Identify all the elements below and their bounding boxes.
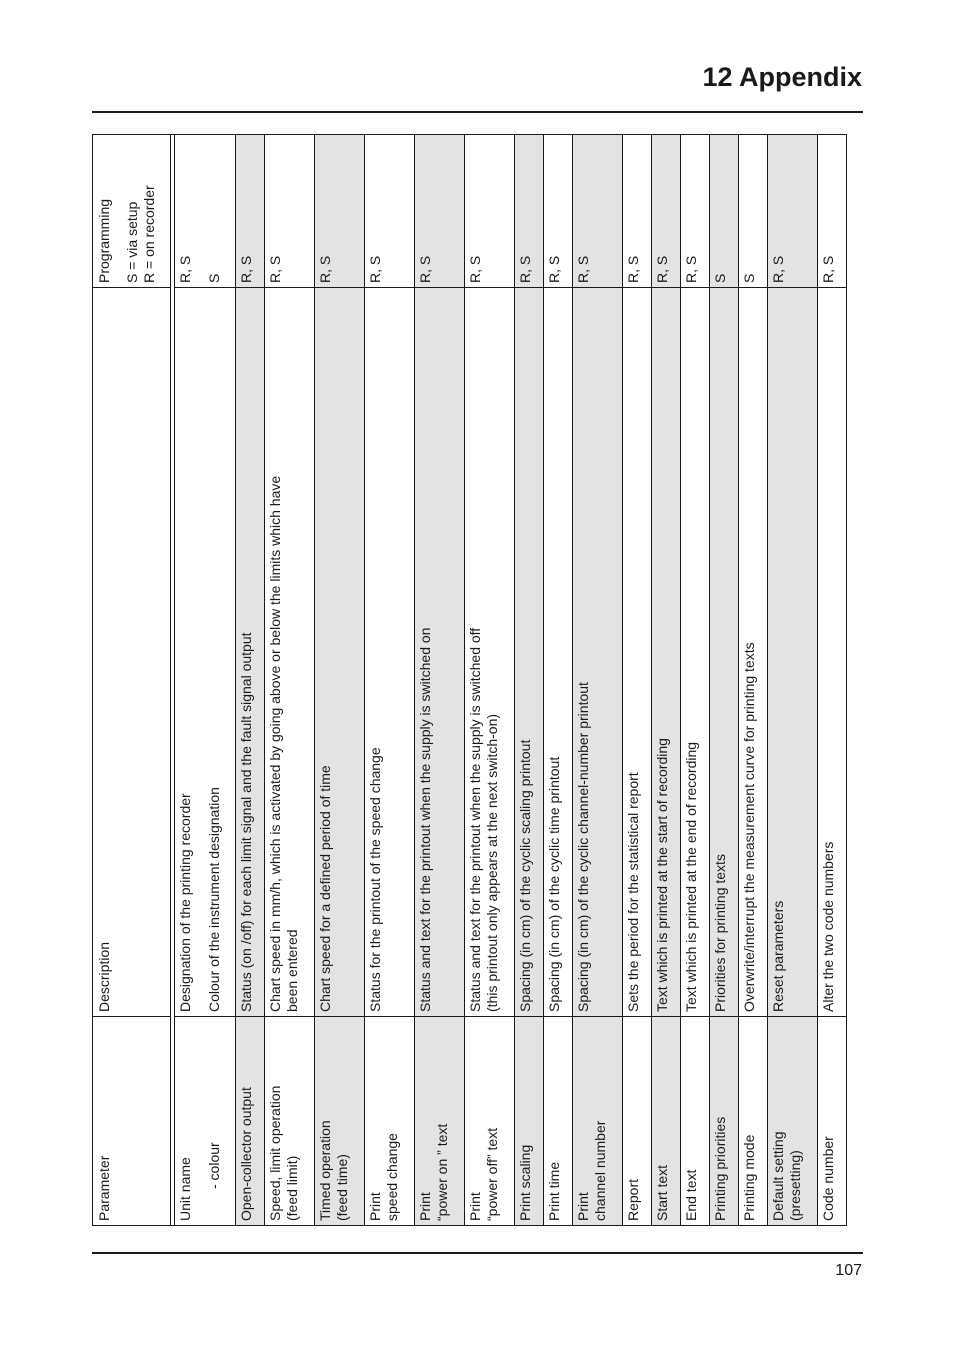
programming-cell [681,135,709,287]
programming-text: R, S [367,255,383,283]
header-programming-label: Programming [96,198,112,283]
description-cell [623,287,651,1016]
description-cell [768,287,817,1016]
programming-text: R, S [467,255,483,283]
programming-cell [710,135,738,287]
description-text: Spacing (in cm) of the cyclic time printout [546,756,562,1012]
parameter-cell [415,1016,464,1225]
description-text: Spacing (in cm) of the cyclic channel-number printout [575,682,591,1012]
description-cell [681,287,709,1016]
description-cell [544,287,572,1016]
description-text: Text which is printed at the start of recording [654,738,670,1012]
table-row [710,134,739,1226]
programming-cell [739,135,767,287]
parameter-cell [365,1016,414,1225]
programming-text: R, S [417,255,433,283]
description-text: Status for the printout of the speed change [367,747,383,1012]
description-cell [818,287,846,1016]
parameter-cell [544,1016,572,1225]
table-row [465,134,515,1226]
description-text: Designation of the printing recorder [177,793,193,1012]
programming-cell [818,135,846,287]
table-row [415,134,465,1226]
description-text: Status (on /off) for each limit signal and the fault signal output [238,632,254,1012]
table-row [236,134,265,1226]
description-text: (this printout only appears at the next switch-on) [484,713,500,1012]
programming-cell [265,135,314,287]
parameter-text: “power on ” text [434,1123,450,1221]
table-row [315,134,365,1226]
header-programming [93,135,170,287]
programming-text: R, S [177,255,193,283]
parameter-text: speed change [384,1133,400,1221]
sub-programming-text: S [206,273,222,283]
sub-description-text: Colour of the instrument designation [206,787,222,1012]
table-header [92,134,171,1226]
footer-rule [92,1252,863,1254]
parameter-text: Print [417,1192,433,1221]
parameter-cell [739,1016,767,1225]
page-number: 107 [835,1262,862,1279]
parameter-cell [573,1016,622,1225]
programming-cell [544,135,572,287]
programming-cell [768,135,817,287]
description-text: Status and text for the printout when the supply is switched off [467,627,483,1012]
parameter-text: (presetting) [787,1150,803,1221]
header-description: Description [93,287,170,1016]
parameter-cell [710,1016,738,1225]
description-text: Chart speed in mm/h, which is activated by going above or below the limits which have [267,475,283,1012]
description-text: been entered [284,929,300,1012]
header-rule [92,111,863,113]
programming-text: R, S [770,255,786,283]
description-text: Status and text for the printout when the supply is switched on [417,627,433,1012]
description-cell [315,287,364,1016]
table-row [818,134,847,1226]
programming-text: S [712,273,728,283]
parameter-cell [623,1016,651,1225]
parameter-cell [265,1016,314,1225]
parameter-cell [652,1016,680,1225]
parameter-text: (feed time) [334,1154,350,1221]
parameter-text: Timed operation [317,1120,333,1221]
description-text: Alter the two code numbers [820,841,836,1012]
description-cell [236,287,264,1016]
programming-cell [623,135,651,287]
parameter-text: Print [367,1192,383,1221]
programming-cell [415,135,464,287]
parameter-text: “power off” text [484,1127,500,1221]
programming-cell [515,135,543,287]
table-row [573,134,623,1226]
programming-text: R, S [238,255,254,283]
description-cell [515,287,543,1016]
parameter-cell [515,1016,543,1225]
parameter-text: (feed limit) [284,1155,300,1221]
parameter-cell [681,1016,709,1225]
parameter-text: End text [683,1169,699,1221]
description-cell [652,287,680,1016]
parameter-text: Code number [820,1136,836,1221]
parameter-cell [175,1016,235,1225]
table-row [265,134,315,1226]
table-row [623,134,652,1226]
parameter-text: Speed, limit operation [267,1085,283,1221]
table-row [515,134,544,1226]
parameter-text: Start text [654,1164,670,1221]
description-cell [710,287,738,1016]
header-parameter: Parameter [93,1016,170,1225]
programming-cell [652,135,680,287]
programming-cell [236,135,264,287]
programming-text: R, S [267,255,283,283]
table-row [544,134,573,1226]
parameter-cell [465,1016,514,1225]
programming-text: S [741,273,757,283]
description-cell [465,287,514,1016]
programming-text: R, S [546,255,562,283]
programming-text: R, S [575,255,591,283]
header-programming-recorder: R = on recorder [141,185,157,283]
table-row [175,134,236,1226]
parameter-cell [818,1016,846,1225]
table-row [365,134,415,1226]
programming-text: R, S [517,255,533,283]
description-text: Priorities for printing texts [712,854,728,1012]
parameter-text: Print time [546,1161,562,1221]
parameter-text: Printing mode [741,1134,757,1221]
parameter-cell [768,1016,817,1225]
table-row [739,134,768,1226]
description-text: Spacing (in cm) of the cyclic scaling printout [517,739,533,1012]
description-text: Sets the period for the statistical report [625,772,641,1012]
programming-cell [175,135,235,287]
description-cell [739,287,767,1016]
programming-text: R, S [317,255,333,283]
table-row [652,134,681,1226]
programming-text: R, S [820,255,836,283]
page-title: 12 Appendix [702,62,862,92]
description-cell [573,287,622,1016]
parameter-text: Unit name [177,1157,193,1221]
sub-parameter-text: - colour [206,1142,222,1189]
parameter-text: Print scaling [517,1144,533,1221]
parameter-text: Printing priorities [712,1116,728,1221]
programming-cell [465,135,514,287]
parameter-cell [315,1016,364,1225]
description-text: Chart speed for a defined period of time [317,765,333,1012]
description-cell [175,287,235,1016]
parameter-text: channel number [592,1120,608,1221]
programming-cell [573,135,622,287]
programming-cell [315,135,364,287]
programming-text: R, S [625,255,641,283]
programming-text: R, S [683,255,699,283]
description-text: Text which is printed at the end of recording [683,741,699,1012]
description-cell [265,287,314,1016]
table-row [768,134,818,1226]
parameter-table [92,134,847,1226]
parameter-text: Report [625,1178,641,1221]
parameter-cell [236,1016,264,1225]
parameter-text: Print [467,1192,483,1221]
description-cell [365,287,414,1016]
header-programming-setup: S = via setup [124,201,140,283]
parameter-text: Default setting [770,1131,786,1221]
description-cell [415,287,464,1016]
parameter-text: Open-collector output [238,1087,254,1221]
programming-cell [365,135,414,287]
table-row [681,134,710,1226]
parameter-text: Print [575,1192,591,1221]
programming-text: R, S [654,255,670,283]
rotated-table [92,134,847,1226]
description-text: Overwrite/interrupt the measurement curve for printing texts [741,642,757,1012]
description-text: Reset parameters [770,900,786,1012]
